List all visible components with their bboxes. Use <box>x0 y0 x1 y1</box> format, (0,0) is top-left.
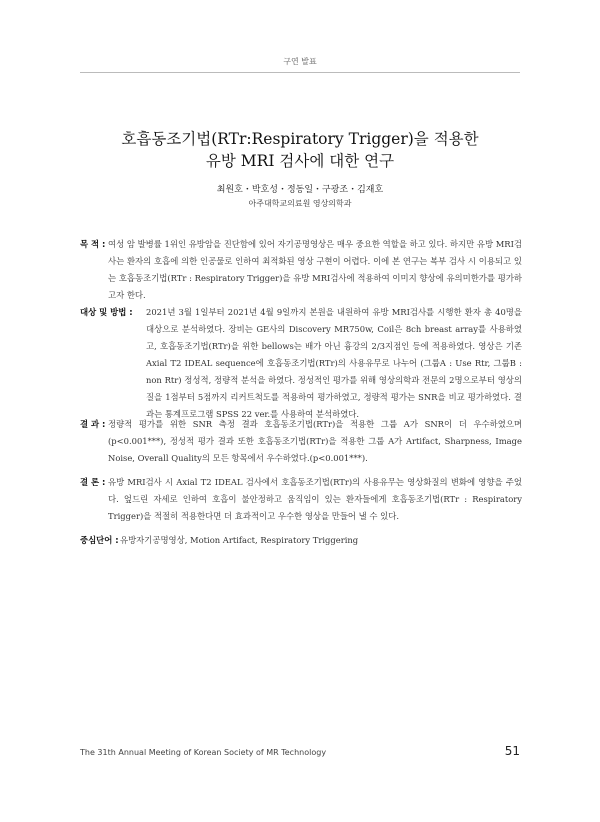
section-keywords-text: 유방자기공명영상, Motion Artifact, Respiratory Triggering <box>120 535 359 545</box>
paper-title <box>60 128 540 172</box>
conference-name: The 31th Annual Meeting of Korean Society of MR Technology <box>80 748 327 757</box>
section-purpose-label: 목 적 : <box>80 239 106 249</box>
section-conclusion-text: 유방 MRI검사 시 Axial T2 IDEAL 검사에서 호흡동조기법(RTr)의 사용유무는 영상화질의 변화에 영향을 주었다. 엎드린 자세로 인하여 호흡이 불안정하고 움직임이 있는 환자들에게 호흡동조기법(RTr : Respiratory Trigger)을 적절히 적용한다면 더 효과적이고 우수한 영상을 만들어 낼 수 있다. <box>108 477 522 521</box>
title-line-2: 유방 MRI 검사에 대한 연구 <box>205 152 395 170</box>
section-keywords <box>80 532 522 549</box>
page-number: 51 <box>504 744 520 758</box>
section-results-text: 정량적 평가를 위한 SNR 측정 결과 호흡동조기법(RTr)을 적용한 그룹 A가 SNR이 더 우수하였으며 (p<0.001***), 정성적 평가 결과 또한 호흡동조기법(RTr)을 적용한 그룹 A가 Artifact, Sharpness, Image Noise, Overall Quality의 모든 항목에서 우수하였다.(p<0.001***). <box>108 419 522 463</box>
section-results-label: 결 과 : <box>80 419 106 429</box>
author-list: 최원호・박호성・정동일・구광조・김재호 <box>216 185 384 195</box>
section-keywords-label: 중심단어 : <box>80 535 119 545</box>
title-line-1: 호흡동조기법(RTr:Respiratory Trigger)을 적용한 <box>121 130 479 148</box>
section-methods <box>80 304 522 423</box>
affiliation: 아주대학교의료원 영상의학과 <box>248 199 352 208</box>
section-conclusion <box>80 474 522 525</box>
section-conclusion-label: 결 론 : <box>80 477 106 487</box>
section-results <box>80 416 522 467</box>
section-purpose-text: 여성 암 발병률 1위인 유방암을 진단함에 있어 자기공명영상은 매우 중요한 역할을 하고 있다. 하지만 유방 MRI검사는 환자의 호흡에 의한 인공물로 인하여 최적화된 영상 구현이 어렵다. 이에 본 연구는 복부 검사 시 이용되고 있는 호흡동조기법(RTr : Respiratory Trigger)을 유방 MRI검사에 적용하여 이미지 향상에 유의미한가를 평가하고자 한다. <box>108 239 522 300</box>
header-divider <box>80 72 520 73</box>
section-methods-text: 2021년 3월 1일부터 2021년 4월 9일까지 본원을 내원하여 유방 MRI검사를 시행한 환자 총 40명을 대상으로 분석하였다. 장비는 GE사의 Discovery MR750w, Coil은 8ch breast array를 사용하였고, 호흡동조기법(RTr)을 위한 bellows는 배가 아닌 흉강의 2/3지점인 등에 적용하였다. 영상은 기존 Axial T2 IDEAL sequence에 호흡동조기법(RTr)의 사용유무로 나누어 (그룹A : Use Rtr, 그룹B : non Rtr) 정성적, 정량적 분석을 하였다. 정성적인 평가를 위해 영상의학과 전문의 2명으로부터 영상의 질을 1점부터 5점까지 리커트척도를 적용하여 평가하였고, 정량적 평가는 SNR을 비교 평가하였다. 결과는 통계프로그램 SPSS 22 ver.를 사용하여 분석하였다. <box>146 307 522 419</box>
section-purpose <box>80 236 522 304</box>
section-methods-label: 대상 및 방법 : <box>80 307 133 317</box>
running-header: 구연 발표 <box>283 57 317 66</box>
